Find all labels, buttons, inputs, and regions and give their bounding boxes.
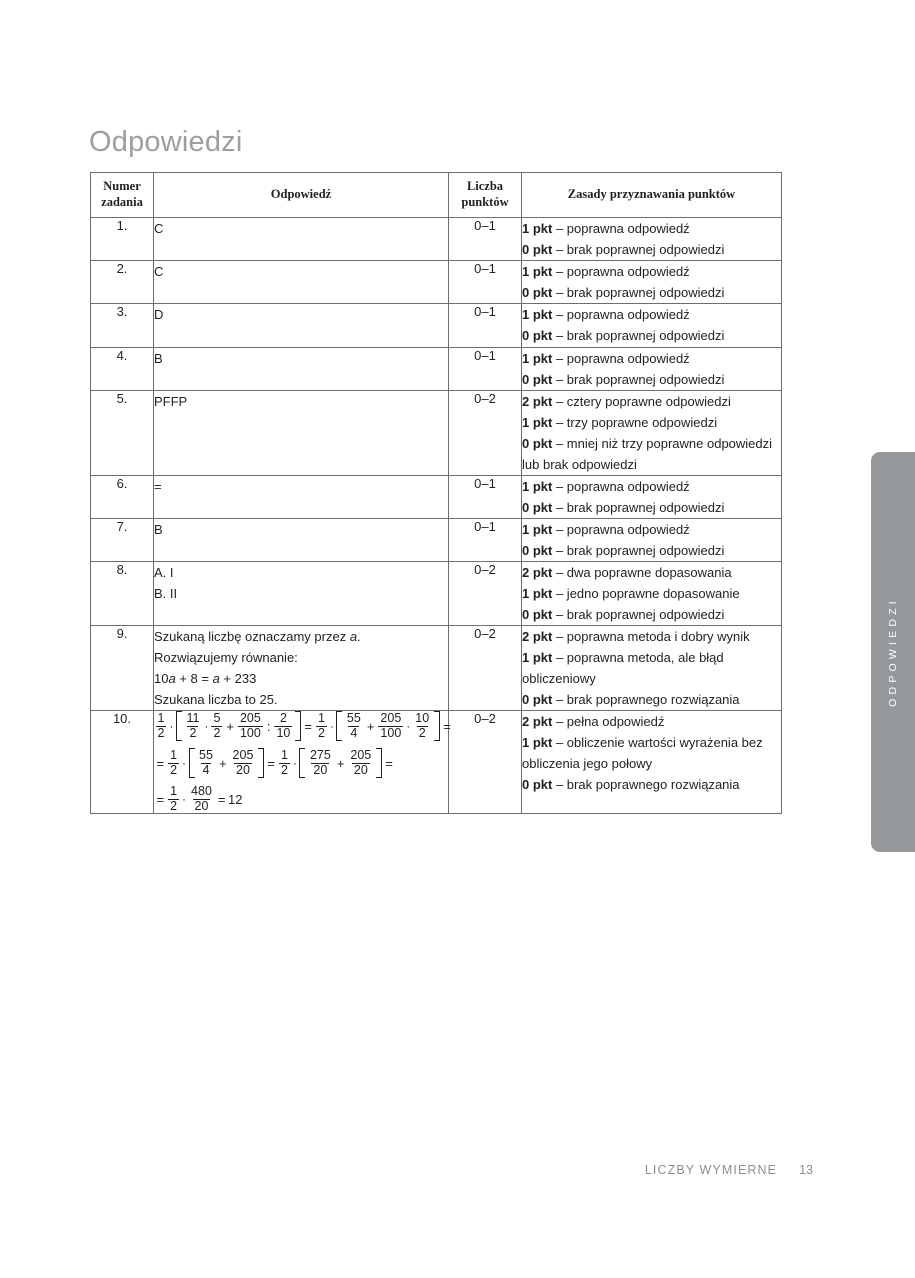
scoring-rule-points: 1 pkt	[522, 264, 553, 280]
math-operator: +	[226, 718, 234, 734]
cell-scoring-rules	[522, 304, 782, 347]
cell-scoring-rules	[522, 711, 782, 814]
scoring-rule-points: 1 pkt	[522, 586, 553, 602]
fraction-numerator: 1	[317, 711, 325, 726]
scoring-rule-text: – jedno poprawne dopasowanie	[555, 586, 740, 602]
fraction	[413, 712, 431, 740]
fraction	[168, 749, 179, 777]
fraction	[279, 749, 290, 777]
scoring-rule	[522, 497, 781, 518]
math-operator: ·	[329, 719, 334, 734]
table-row	[91, 390, 782, 475]
scoring-rule-points: 1 pkt	[522, 478, 553, 494]
cell-answer	[154, 304, 449, 347]
scoring-rule-points: 1 pkt	[522, 307, 553, 323]
fraction-numerator: 10	[415, 711, 430, 726]
fraction	[156, 712, 167, 740]
scoring-rule	[522, 562, 781, 583]
fraction-denominator: 2	[418, 725, 426, 740]
table-row	[91, 626, 782, 711]
scoring-rule	[522, 540, 781, 561]
fraction	[211, 712, 222, 740]
fraction	[231, 749, 256, 777]
cell-task-number: 3.	[91, 304, 154, 347]
scoring-rule	[522, 348, 781, 369]
scoring-rule	[522, 218, 781, 239]
scoring-rule	[522, 604, 781, 625]
fraction	[274, 712, 292, 740]
table-row	[91, 261, 782, 304]
math-variable: a	[212, 671, 220, 687]
bracket-content	[183, 711, 294, 741]
cell-scoring-rules	[522, 626, 782, 711]
cell-task-number: 10.	[91, 711, 154, 814]
scoring-rule	[522, 583, 781, 604]
scoring-rule	[522, 412, 781, 433]
scoring-rule-text: – poprawna odpowiedź	[555, 521, 690, 537]
fraction-numerator: 480	[191, 784, 212, 799]
math-operator: =	[443, 718, 451, 734]
column-header-answer: Odpowiedź	[154, 173, 449, 218]
table-row	[91, 518, 782, 561]
scoring-rule-points: 1 pkt	[522, 735, 553, 751]
math-operator: ·	[292, 756, 297, 771]
scoring-rule-points: 2 pkt	[522, 393, 553, 409]
math-operator: =	[217, 791, 226, 807]
fraction-denominator: 20	[313, 762, 328, 777]
scoring-rule-points: 0 pkt	[522, 242, 553, 258]
fraction-numerator: 205	[350, 748, 372, 763]
cell-scoring-rules	[522, 218, 782, 261]
scoring-rule-text: – brak poprawnej odpowiedzi	[555, 242, 725, 258]
math-bracket	[335, 711, 440, 741]
scoring-rule-text: – brak poprawnego rozwiązania	[555, 777, 740, 793]
fraction-denominator: 100	[239, 725, 261, 740]
cell-answer	[154, 218, 449, 261]
math-operator: ·	[182, 756, 187, 771]
cell-task-number: 4.	[91, 347, 154, 390]
math-variable: a	[349, 629, 358, 645]
table-row	[91, 347, 782, 390]
column-header-points	[449, 173, 522, 218]
fraction	[197, 749, 215, 777]
scoring-rule-text: – poprawna odpowiedź	[555, 221, 690, 237]
answer-line: C	[154, 221, 164, 237]
scoring-rule-points: 0 pkt	[522, 692, 553, 708]
scoring-rule	[522, 369, 781, 390]
scoring-rule-points: 1 pkt	[522, 521, 553, 537]
math-operator: ·	[169, 719, 174, 734]
cell-task-number: 8.	[91, 562, 154, 626]
cell-scoring-rules	[522, 347, 782, 390]
page-title: Odpowiedzi	[89, 126, 243, 158]
cell-points-range: 0–1	[449, 304, 522, 347]
fraction	[348, 749, 373, 777]
scoring-rule-points: 0 pkt	[522, 542, 553, 558]
scoring-rule	[522, 261, 781, 282]
scoring-rule	[522, 519, 781, 540]
table-body	[91, 218, 782, 814]
cell-scoring-rules	[522, 518, 782, 561]
scoring-rule-text: – poprawna metoda i dobry wynik	[555, 629, 750, 645]
footer-section-label: LICZBY WYMIERNE	[644, 1163, 778, 1177]
scoring-rule-points: 0 pkt	[522, 328, 553, 344]
fraction-numerator: 205	[239, 711, 261, 726]
fraction-numerator: 205	[232, 748, 254, 763]
scoring-rule-text: – brak poprawnej odpowiedzi	[555, 607, 725, 623]
bracket-right	[434, 711, 440, 741]
cell-answer	[154, 626, 449, 711]
scoring-rule-text: – brak poprawnej odpowiedzi	[555, 499, 725, 515]
bracket-right	[258, 748, 264, 778]
cell-task-number: 9.	[91, 626, 154, 711]
fraction-denominator: 20	[236, 762, 250, 777]
answer-line: Szukaną liczbę oznaczamy przez a.	[154, 629, 361, 645]
scoring-rule-points: 0 pkt	[522, 285, 553, 301]
math-operator: ·	[182, 792, 187, 807]
table-row	[91, 304, 782, 347]
cell-answer	[154, 390, 449, 475]
fraction-numerator: 275	[309, 748, 331, 763]
cell-answer	[154, 475, 449, 518]
column-header-number-line2: zadania	[101, 194, 143, 209]
cell-answer	[154, 562, 449, 626]
cell-points-range: 0–1	[449, 475, 522, 518]
scoring-rule	[522, 626, 781, 647]
math-operator: =	[156, 755, 165, 771]
fraction-denominator: 2	[170, 762, 178, 777]
scoring-rule-text: – brak poprawnego rozwiązania	[555, 692, 740, 708]
side-tab-label: ODPOWIEDZI	[887, 597, 899, 707]
scoring-rule-text: – obliczenie wartości wyrażenia bez obliczenia jego połowy	[522, 735, 763, 772]
fraction-numerator: 11	[186, 711, 200, 726]
math-operator: ·	[406, 719, 411, 734]
cell-points-range: 0–1	[449, 518, 522, 561]
scoring-rule	[522, 647, 781, 689]
column-header-points-line1: Liczba	[466, 179, 504, 193]
scoring-rule	[522, 476, 781, 497]
answer-line: A. I	[154, 565, 174, 580]
table-row	[91, 218, 782, 261]
answers-table	[90, 172, 782, 814]
math-bracket	[298, 748, 382, 778]
table-row	[91, 562, 782, 626]
scoring-rule-points: 2 pkt	[522, 629, 553, 645]
scoring-rule	[522, 239, 781, 260]
scoring-rule	[522, 774, 781, 795]
fraction-numerator: 5	[213, 711, 221, 726]
page-footer	[0, 1163, 813, 1177]
fraction-denominator: 100	[380, 725, 402, 740]
scoring-rule-points: 0 pkt	[522, 499, 553, 515]
footer-page-number: 13	[799, 1163, 813, 1177]
bracket-content	[196, 748, 257, 778]
scoring-rule	[522, 433, 781, 475]
fraction-denominator: 20	[194, 798, 209, 813]
fraction-numerator: 1	[170, 748, 178, 763]
cell-points-range: 0–2	[449, 711, 522, 814]
fraction	[189, 785, 214, 813]
scoring-rule-points: 0 pkt	[522, 607, 553, 623]
bracket-left	[336, 711, 342, 741]
fraction	[238, 712, 263, 740]
bracket-left	[299, 748, 305, 778]
fraction-denominator: 4	[350, 725, 358, 740]
cell-points-range: 0–1	[449, 347, 522, 390]
cell-answer	[154, 347, 449, 390]
scoring-rule-text: – trzy poprawne odpowiedzi	[555, 414, 718, 430]
column-header-points-line2: punktów	[461, 194, 509, 209]
table-header-row	[91, 173, 782, 218]
table-row	[91, 475, 782, 518]
math-operator: +	[218, 755, 227, 771]
answer-line: Szukana liczba to 25.	[154, 692, 278, 708]
scoring-rule-points: 1 pkt	[522, 414, 553, 430]
scoring-rule-points: 1 pkt	[522, 221, 553, 237]
answer-line: B	[154, 350, 163, 366]
fraction	[316, 712, 327, 740]
scoring-rule-text: – dwa poprawne dopasowania	[555, 565, 732, 580]
column-header-number-line1: Numer	[103, 179, 141, 193]
side-tab-odpowiedzi[interactable]	[871, 452, 915, 852]
cell-answer	[154, 711, 449, 814]
scoring-rule-text: – brak poprawnej odpowiedzi	[555, 371, 725, 387]
math-operator: +	[366, 718, 375, 734]
scoring-rule-text: – poprawna odpowiedź	[555, 264, 690, 280]
cell-points-range: 0–2	[449, 390, 522, 475]
math-variable: a	[168, 671, 176, 687]
cell-task-number: 2.	[91, 261, 154, 304]
scoring-rule-text: – poprawna metoda, ale błąd obliczeniowy	[522, 650, 724, 687]
answer-line: D	[154, 307, 164, 323]
cell-scoring-rules	[522, 261, 782, 304]
cell-scoring-rules	[522, 562, 782, 626]
cell-task-number: 1.	[91, 218, 154, 261]
math-line-2	[154, 748, 448, 778]
scoring-rule-text: – brak poprawnej odpowiedzi	[555, 285, 725, 301]
column-header-number	[91, 173, 154, 218]
scoring-rule	[522, 391, 781, 412]
bracket-left	[176, 711, 182, 741]
fraction-numerator: 55	[199, 748, 213, 763]
math-operator: =	[385, 755, 393, 771]
cell-answer	[154, 518, 449, 561]
fraction	[168, 785, 179, 813]
fraction	[308, 749, 333, 777]
math-operator: ·	[204, 719, 209, 734]
cell-points-range: 0–1	[449, 261, 522, 304]
cell-answer	[154, 261, 449, 304]
scoring-rule-text: – poprawna odpowiedź	[555, 478, 690, 494]
answer-line: B. II	[154, 586, 178, 602]
scoring-rule-text: – brak poprawnej odpowiedzi	[555, 328, 725, 344]
scoring-rule	[522, 282, 781, 303]
scoring-rule-text: – poprawna odpowiedź	[555, 307, 690, 323]
table-header	[91, 173, 782, 218]
answer-line: C	[154, 264, 164, 280]
fraction-numerator: 1	[157, 711, 165, 726]
fraction-numerator: 2	[279, 711, 287, 726]
scoring-rule	[522, 325, 781, 346]
cell-scoring-rules	[522, 475, 782, 518]
scoring-rule-points: 0 pkt	[522, 371, 553, 387]
column-header-rules: Zasady przyznawania punktów	[522, 173, 782, 218]
fraction-numerator: 1	[170, 784, 178, 799]
cell-task-number: 7.	[91, 518, 154, 561]
math-operator: =	[156, 791, 165, 807]
answer-line: B	[154, 521, 163, 537]
fraction	[345, 712, 363, 740]
scoring-rule	[522, 689, 781, 710]
scoring-rule-text: – pełna odpowiedź	[555, 714, 665, 730]
math-line-3	[154, 785, 448, 813]
math-operator: =	[304, 718, 312, 734]
bracket-right	[295, 711, 301, 741]
fraction	[378, 712, 403, 740]
fraction-denominator: 2	[213, 725, 221, 740]
cell-points-range: 0–2	[449, 626, 522, 711]
answer-line: 10a + 8 = a + 233	[154, 671, 257, 687]
answer-line: =	[154, 478, 162, 494]
bracket-left	[189, 748, 195, 778]
bracket-content	[306, 748, 374, 778]
cell-points-range: 0–2	[449, 562, 522, 626]
fraction-numerator: 1	[281, 748, 288, 763]
scoring-rule-text: – poprawna odpowiedź	[555, 350, 690, 366]
scoring-rule-points: 2 pkt	[522, 714, 553, 730]
answer-line: Rozwiązujemy równanie:	[154, 650, 298, 666]
fraction-denominator: 10	[276, 725, 291, 740]
cell-task-number: 6.	[91, 475, 154, 518]
fraction-denominator: 2	[317, 725, 325, 740]
answer-line: PFFP	[154, 393, 188, 409]
math-operator: +	[336, 755, 345, 771]
bracket-right	[376, 748, 382, 778]
cell-task-number: 5.	[91, 390, 154, 475]
table-row	[91, 711, 782, 814]
fraction-denominator: 4	[202, 762, 210, 777]
scoring-rule	[522, 711, 781, 732]
scoring-rule-text: – cztery poprawne odpowiedzi	[555, 393, 731, 409]
math-result: 12	[228, 791, 243, 807]
fraction-denominator: 2	[170, 798, 178, 813]
scoring-rule-text: – mniej niż trzy poprawne odpowiedzi lub brak odpowiedzi	[522, 435, 773, 472]
scoring-rule-text: – brak poprawnej odpowiedzi	[555, 542, 725, 558]
scoring-rule-points: 0 pkt	[522, 777, 553, 793]
scoring-rule-points: 1 pkt	[522, 350, 553, 366]
scoring-rule	[522, 732, 781, 774]
math-operator: =	[267, 755, 275, 771]
cell-scoring-rules	[522, 390, 782, 475]
scoring-rule-points: 1 pkt	[522, 650, 553, 666]
scoring-rule-points: 2 pkt	[522, 565, 553, 580]
fraction-denominator: 2	[281, 762, 288, 777]
fraction-numerator: 55	[346, 711, 361, 726]
math-operator: :	[266, 718, 271, 734]
fraction-denominator: 20	[353, 762, 368, 777]
scoring-rule-points: 0 pkt	[522, 435, 553, 451]
bracket-content	[343, 711, 432, 741]
fraction-numerator: 205	[380, 711, 402, 726]
math-bracket	[175, 711, 302, 741]
fraction-denominator: 2	[157, 725, 165, 740]
fraction-denominator: 2	[189, 725, 197, 740]
scoring-rule	[522, 304, 781, 325]
fraction	[184, 712, 201, 740]
cell-points-range: 0–1	[449, 218, 522, 261]
math-line-1	[154, 711, 451, 741]
math-bracket	[188, 748, 265, 778]
